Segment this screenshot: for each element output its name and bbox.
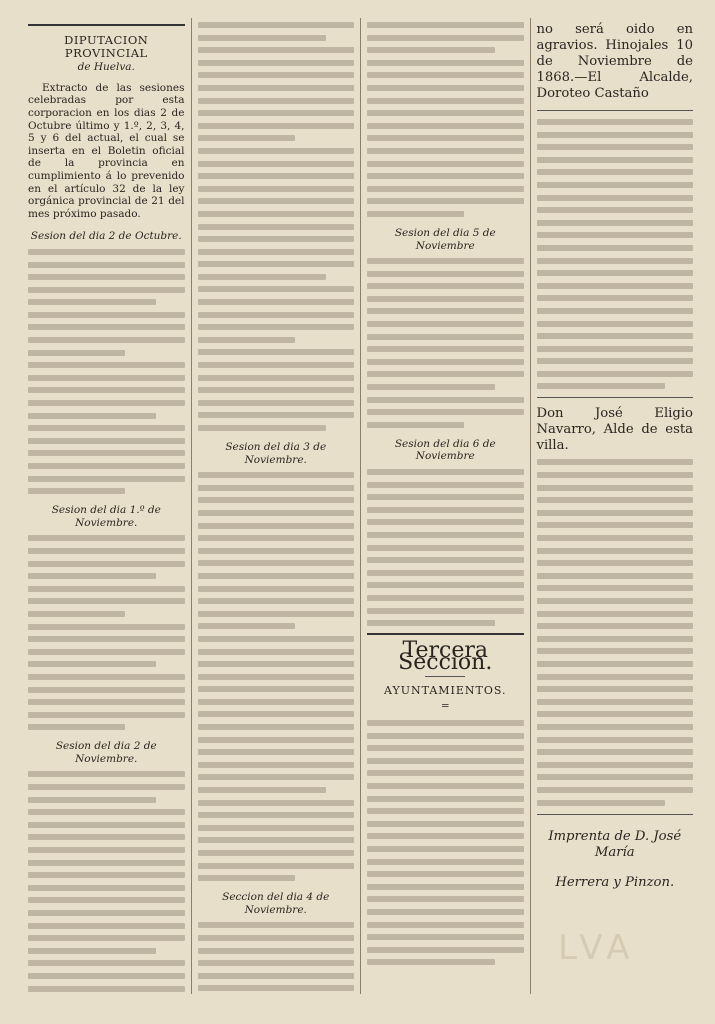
archive-watermark: LVA bbox=[558, 928, 636, 968]
imprenta-line: Imprenta de D. José María bbox=[548, 828, 682, 860]
notice-rule bbox=[537, 397, 694, 398]
body-text bbox=[537, 459, 694, 805]
intro-paragraph: Extracto de las sesiones celebradas por esta corporacion en los dias 2 de Octubre último y 1.º, 2, 3, 4, 5 y 6 del actual, el cual se inserta en el Boletin oficial de la provincia en cumplimiento á lo prevenido en el artículo 32 de la ley orgánica provincial de 21 del mes próximo pasado. bbox=[28, 81, 185, 220]
imprenta-signature: Herrera y Pinzon. bbox=[555, 874, 675, 890]
session-heading: Sesion del dia 1.º de Noviembre. bbox=[51, 504, 161, 529]
session-heading: Sesion del dia 2 de Octubre. bbox=[30, 230, 182, 243]
body-text bbox=[367, 258, 524, 428]
notice-text: no será oido en agravios. Hinojales 10 de Noviembre de 1868.—El Alcalde, Doroteo Castaño bbox=[536, 22, 693, 101]
session-heading: Sesion del dia 5 de Noviembre bbox=[394, 226, 496, 252]
section-title: DIPUTACION PROVINCIAL bbox=[64, 33, 149, 60]
body-text bbox=[198, 472, 355, 881]
notice-heading: Don José Eligio Navarro, Alde de esta villa. bbox=[536, 406, 693, 454]
section-big-title: Tercera Seccion. bbox=[398, 637, 493, 676]
column-2 bbox=[192, 18, 362, 994]
column-4 bbox=[531, 18, 700, 994]
column-3 bbox=[361, 18, 531, 994]
body-text bbox=[28, 771, 185, 994]
body-text bbox=[367, 720, 524, 965]
body-text bbox=[198, 22, 355, 431]
body-text bbox=[537, 119, 694, 389]
body-text bbox=[367, 469, 524, 626]
body-text bbox=[28, 249, 185, 494]
body-text bbox=[28, 535, 185, 730]
body-text bbox=[367, 22, 524, 217]
notice-rule bbox=[537, 110, 694, 111]
session-heading: Sesion del dia 2 de Noviembre. bbox=[55, 740, 157, 765]
session-heading: Seccion del dia 4 de Noviembre. bbox=[222, 891, 330, 916]
top-rule bbox=[28, 24, 185, 26]
ayuntamientos-heading: AYUNTAMIENTOS. bbox=[383, 683, 507, 697]
session-heading: Sesion del dia 3 de Noviembre. bbox=[225, 441, 327, 466]
session-heading: Sesion del dia 6 de Noviembre bbox=[394, 437, 496, 463]
section-subtitle: de Huelva. bbox=[77, 61, 135, 74]
ornament: = bbox=[440, 699, 450, 712]
column-1 bbox=[22, 18, 192, 994]
footer-rule bbox=[537, 814, 694, 815]
thin-rule bbox=[425, 676, 465, 677]
columns bbox=[22, 18, 699, 994]
section-rule bbox=[367, 633, 524, 635]
body-text bbox=[198, 922, 355, 994]
